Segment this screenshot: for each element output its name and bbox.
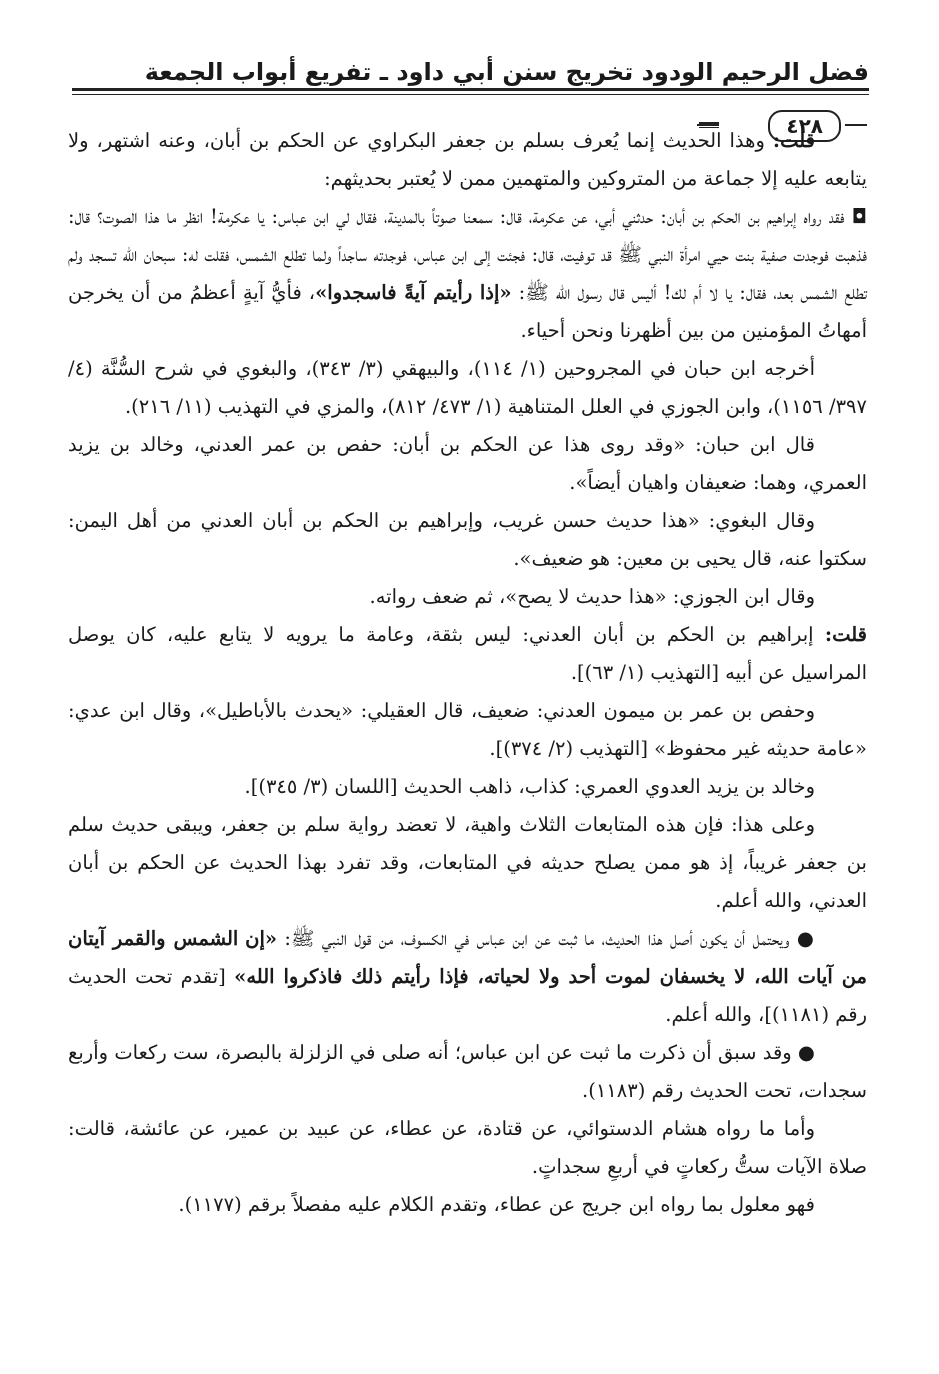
paragraph — [68, 692, 867, 768]
paragraph-text: قال ابن حبان: «وقد روى هذا عن الحكم بن أبان: حفص بن عمر العدني، وخالد بن يزيد العمري، وهما: ضعيفان واهيان أيضاً». — [68, 433, 867, 494]
paragraph — [68, 806, 867, 920]
bullet-marker: ● — [796, 927, 815, 950]
paragraph-text: وخالد بن يزيد العدوي العمري: كذاب، ذاهب الحديث [اللسان (٣/ ٣٤٥)]. — [244, 775, 815, 798]
paragraph-tail: ، فأيُّ آيةٍ أعظمُ من أن يخرجن أمهاتُ المؤمنين من بين أظهرنا ونحن أحياء. — [68, 281, 867, 342]
header-rule-thin — [72, 94, 869, 95]
paragraph — [68, 578, 867, 616]
paragraph — [68, 350, 867, 426]
running-title: فضل الرحيم الودود تخريج سنن أبي داود ـ تفريع أبواب الجمعة — [144, 58, 869, 86]
page-number: ٤٢٨ — [768, 110, 841, 142]
paragraph — [68, 920, 867, 1034]
paragraph — [68, 122, 867, 198]
paragraph — [68, 502, 867, 578]
paragraph — [68, 1034, 867, 1110]
paragraph-tail: [تقدم تحت الحديث رقم (١١٨١)]، والله أعلم. — [68, 965, 867, 1026]
paragraph — [68, 198, 867, 350]
hadith-quote: «إذا رأيتم آيةً فاسجدوا» — [315, 281, 512, 304]
paragraph-text: ويحتمل أن يكون أصل هذا الحديث، ما ثبت عن ابن عباس في الكسوف، من قول النبي ﷺ: — [277, 927, 797, 950]
paragraph-text: فهو معلول بما رواه ابن جريج عن عطاء، وتقدم الكلام عليه مفصلاً برقم (١١٧٧). — [178, 1193, 815, 1216]
paragraph-text: إبراهيم بن الحكم بن أبان العدني: ليس بثقة، وعامة ما يرويه لا يتابع عليه، كان يوصل المراسيل عن أبيه [التهذيب (١/ ٦٣)]. — [68, 623, 867, 684]
paragraph — [68, 1110, 867, 1186]
paragraph — [68, 1186, 867, 1224]
paragraph — [68, 616, 867, 692]
paragraph — [68, 426, 867, 502]
paragraph-text: وقد سبق أن ذكرت ما ثبت عن ابن عباس؛ أنه صلى في الزلزلة بالبصرة، ست ركعات وأربع سجدات، تحت الحديث رقم (١١٨٣). — [68, 1041, 867, 1102]
paragraph-text: فقد رواه إبراهيم بن الحكم بن أبان: حدثني أبي، عن عكرمة، قال: سمعنا صوتاً بالمدينة، فقال لي ابن عباس: يا عكرمة! انظر ما هذا الصوت؟ قال: فذهبت فوجدت صفية بنت حيي امرأة النبي ﷺ قد توفيت، قال: فجئت إلى ابن عباس، فوجدته ساجداً ولما تطلع الشمس، فقلت له: سبحان الله تسجد ولم تطلع الشمس بعد، فقال: يا لا أم لك! أليس قال رسول الله ﷺ: — [68, 205, 867, 304]
bullet-marker: ◘ — [851, 205, 867, 228]
page-body — [68, 122, 867, 1224]
header-rule — [72, 88, 869, 91]
lead-label: قلت: — [772, 129, 815, 152]
lead-label: قلت: — [824, 623, 867, 646]
paragraph-text: وأما ما رواه هشام الدستوائي، عن قتادة، عن عطاء، عن عبيد بن عمير، عن عائشة، قالت: صلاة الآيات ستُّ ركعاتٍ في أربعِ سجداتٍ. — [68, 1117, 867, 1178]
paragraph-text: وعلى هذا: فإن هذه المتابعات الثلاث واهية، لا تعضد رواية سلم بن جعفر، ويبقى حديث سلم بن جعفر غريباً، إذ هو ممن يصلح حديثه في المتابعات، وقد تفرد بهذا الحديث عن الحكم بن أبان العدني، والله أعلم. — [68, 813, 867, 912]
paragraph-text: وحفص بن عمر بن ميمون العدني: ضعيف، قال العقيلي: «يحدث بالأباطيل»، وقال ابن عدي: «عامة حديثه غير محفوظ» [التهذيب (٢/ ٣٧٤)]. — [68, 699, 867, 760]
paragraph-text: وقال البغوي: «هذا حديث حسن غريب، وإبراهيم بن الحكم بن أبان العدني من أهل اليمن: سكتوا عنه، قال يحيى بن معين: هو ضعيف». — [68, 509, 867, 570]
bullet-marker: ● — [797, 1041, 816, 1064]
paragraph-text: أخرجه ابن حبان في المجروحين (١/ ١١٤)، والبيهقي (٣/ ٣٤٣)، والبغوي في شرح السُّنَّة (٤/ ٣٩٧/ ١١٥٦)، وابن الجوزي في العلل المتناهية (١/ ٤٧٣/ ٨١٢)، والمزي في التهذيب (١١/ ٢١٦). — [68, 357, 867, 418]
paragraph-text: وقال ابن الجوزي: «هذا حديث لا يصح»، ثم ضعف رواته. — [369, 585, 815, 608]
hadith-quote: «إن الشمس والقمر آيتان من آيات الله، لا يخسفان لموت أحد ولا لحياته، فإذا رأيتم ذلك فاذكروا الله» — [68, 927, 867, 988]
paragraph — [68, 768, 867, 806]
paragraph-text: وهذا الحديث إنما يُعرف بسلم بن جعفر البكراوي عن الحكم بن أبان، وعنه اشتهر، ولا يتابعه عليه إلا جماعة من المتروكين والمتهمين ممن لا يُعتبر بحديثهم: — [68, 129, 867, 190]
